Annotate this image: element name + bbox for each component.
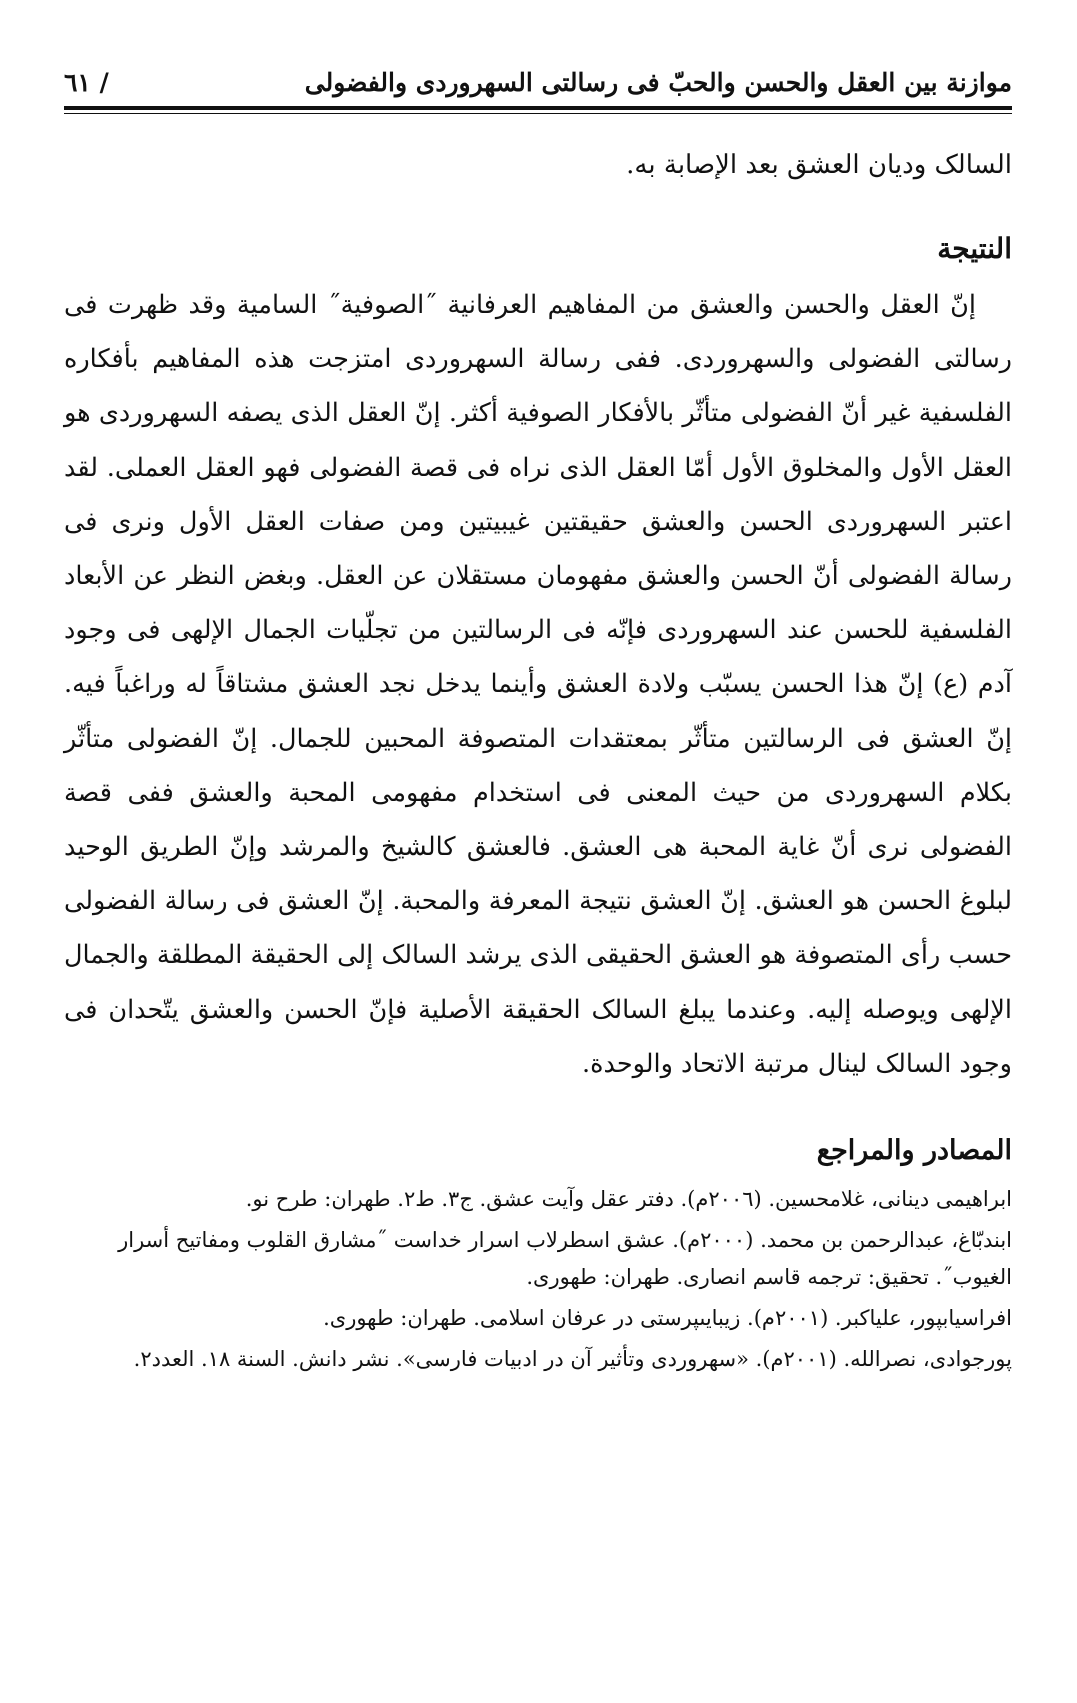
reference-item-2: ابندبّاغ، عبدالرحمن بن محمد. (٢٠٠٠م). عشق اسطرلاب اسرار خداست ˝مشارق القلوب ومفاتيح أسرار الغيوب˝. تحقيق: ترجمه قاسم انصارى. طهران: طهورى. [118,1228,1012,1290]
page-content [64,140,1012,1382]
section-heading-conclusion: النتيجة [937,232,1012,265]
page-number: ٦١ [64,67,91,97]
reference-item-1: ابراهيمى دينانى، غلامحسين. (٢٠٠٦م). دفتر عقل وآيت عشق. ج٣. ط٢. طهران: طرح نو. [245,1187,1012,1212]
header-rule-thin [64,113,1012,114]
document-page [64,60,1012,1680]
conclusion-paragraph: إنّ العقل والحسن والعشق من المفاهيم العرفانية ˝الصوفية˝ السامية وقد ظهرت فى رسالتى الفضولى والسهروردى. ففى رسالة السهروردى امتزجت هذه المفاهيم بأفكاره الفلسفية غير أنّ الفضولى متأثّر بالأفكار الصوفية أكثر. إنّ العقل الذى يصفه السهروردى هو العقل الأول والمخلوق الأول أمّا العقل الذى نراه فى قصة الفضولى فهو العقل العملى. لقد اعتبر السهروردى الحسن والعشق حقيقتين غيبيتين ومن صفات العقل الأول ونرى فى رسالة الفضولى أنّ الحسن والعشق مفهومان مستقلان عن العقل. وبغض النظر عن الأبعاد الفلسفية للحسن عند السهروردى فإنّه فى الرسالتين من تجلّيات الجمال الإلهى فى وجود آدم (ع) إنّ هذا الحسن يسبّب ولادة العشق وأينما يدخل نجد العشق مشتاقاً له وراغباً فيه. إنّ العشق فى الرسالتين متأثّر بمعتقدات المتصوفة المحبين للجمال. إنّ الفضولى متأثّر بكلام السهروردى من حيث المعنى فى استخدام مفهومى المحبة والعشق ففى قصة الفضولى نرى أنّ غاية المحبة هى العشق. فالعشق كالشيخ والمرشد وإنّ الطريق الوحيد لبلوغ الحسن هو العشق. إنّ العشق نتيجة المعرفة والمحبة. إنّ العشق فى رسالة الفضولى حسب رأى المتصوفة هو العشق الحقيقى الذى يرشد السالک إلى الحقيقة المطلقة والجمال الإلهى ويوصله إليه. وعندما يبلغ السالک الحقيقة الأصلية فإنّ الحسن والعشق يتّحدان فى وجود السالک لينال مرتبة الاتحاد والوحدة. [64,290,1012,1079]
header-separator: / [99,67,109,97]
running-header-page [64,68,109,97]
reference-item-4: پورجوادى، نصرالله. (٢٠٠١م). «سهروردى وتأثير آن در ادبيات فارسى». نشر دانش. السنة ١٨. العدد٢. [133,1347,1012,1372]
running-header [64,60,1012,104]
reference-item-3: افراسيابپور، علياکبر. (٢٠٠١م). زيبايىپرستى در عرفان اسلامى. طهران: طهورى. [323,1306,1012,1331]
carry-over-paragraph: السالک وديان العشق بعد الإصابة به. [626,150,1012,180]
running-header-title: موازنة بين العقل والحسن والحبّ فى رسالتى السهروردى والفضولى [304,67,1012,97]
references-list [64,1181,1012,1378]
header-rule-thick [64,106,1012,110]
references-heading: المصادر والمراجع [816,1135,1012,1167]
